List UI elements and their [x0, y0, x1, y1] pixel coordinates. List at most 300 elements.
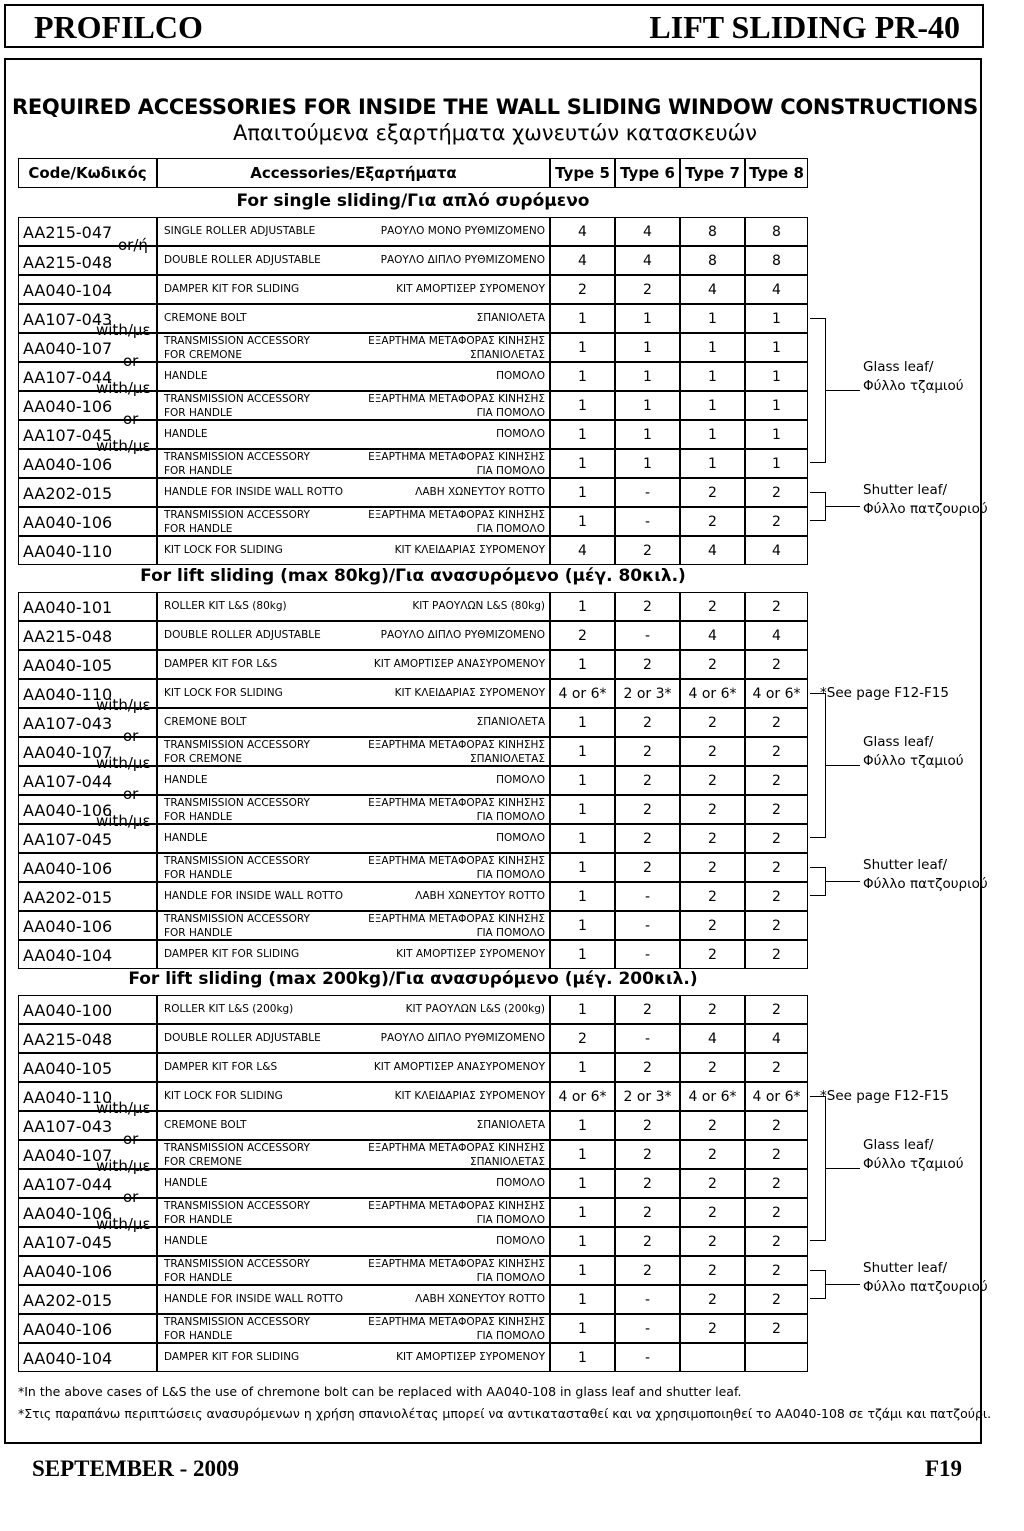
type-6-qty: 2 or 3* — [623, 686, 672, 702]
type-value-cell — [745, 1024, 808, 1053]
description-en: DAMPER KIT FOR L&S — [164, 658, 278, 670]
type-8-qty: 2 — [772, 744, 781, 760]
description-en-line2: FOR CREMONE — [164, 1156, 243, 1168]
description-en-line2: FOR HANDLE — [164, 811, 233, 823]
type-value-cell — [745, 911, 808, 940]
type-value-cell — [745, 766, 808, 795]
type-6-qty: 2 — [643, 1118, 652, 1134]
code-cell — [18, 275, 157, 304]
type-value-cell — [745, 391, 808, 420]
description-gr: ΠΟΜΟΛΟ — [496, 428, 545, 440]
type-value-cell — [745, 333, 808, 362]
code-cell — [18, 940, 157, 969]
type-5-qty: 1 — [578, 1321, 587, 1337]
description-en: TRANSMISSION ACCESSORY — [164, 451, 310, 463]
description-gr: ΚΙΤ ΡΑΟΥΛΩΝ L&S (200kg) — [405, 1003, 545, 1015]
type-7-qty: 2 — [708, 485, 717, 501]
type-value-cell — [745, 420, 808, 449]
item-code: AA040-106 — [23, 1204, 113, 1223]
item-code: AA040-110 — [23, 685, 113, 704]
type-8-qty: 2 — [772, 802, 781, 818]
type-value-cell — [615, 217, 680, 246]
description-gr: ΕΞΑΡΤΗΜΑ ΜΕΤΑΦΟΡΑΣ ΚΙΝΗΣΗΣ — [368, 1258, 545, 1270]
type-5-qty: 1 — [578, 485, 587, 501]
type-6-qty: 2 — [643, 802, 652, 818]
glass-leaf-label: Glass leaf/ — [863, 734, 934, 750]
type-value-cell — [680, 478, 745, 507]
description-cell — [157, 1082, 550, 1111]
type-6-qty: 2 — [643, 1234, 652, 1250]
type-8-qty: 2 — [772, 1002, 781, 1018]
description-gr: ΚΙΤ ΑΜΟΡΤΙΣΕΡ ΣΥΡΟΜΕΝΟΥ — [396, 283, 545, 295]
description-gr: ΛΑΒΗ ΧΩΝΕΥΤΟΥ ROTTO — [415, 486, 545, 498]
type-6-qty: 4 — [643, 224, 652, 240]
connector-label: with/με — [96, 379, 151, 397]
type-6-qty: 2 — [643, 715, 652, 731]
type-value-cell — [745, 650, 808, 679]
type-7-qty: 2 — [708, 1263, 717, 1279]
type-value-cell — [745, 275, 808, 304]
code-cell — [18, 478, 157, 507]
description-gr: ΠΟΜΟΛΟ — [496, 832, 545, 844]
type-8-qty: 1 — [772, 398, 781, 414]
item-code: AA107-045 — [23, 1233, 113, 1252]
shutter-leaf-label-gr: Φύλλο πατζουριού — [863, 1279, 988, 1295]
section-title: For single sliding/Για απλό συρόμενο — [236, 191, 590, 211]
description-en: HANDLE — [164, 832, 208, 844]
description-cell — [157, 995, 550, 1024]
see-page-note: *See page F12-F15 — [820, 685, 949, 701]
type-value-cell — [745, 853, 808, 882]
type-value-cell — [680, 853, 745, 882]
type-value-cell — [550, 1053, 615, 1082]
type-7-qty: 2 — [708, 1147, 717, 1163]
type-8-qty: 1 — [772, 369, 781, 385]
type-value-cell — [680, 940, 745, 969]
description-gr: ΡΑΟΥΛΟ ΔΙΠΛΟ ΡΥΘΜΙΖΟΜΕΝΟ — [380, 629, 545, 641]
type-6-qty: 2 — [643, 657, 652, 673]
type-value-cell — [615, 536, 680, 565]
item-code: AA107-043 — [23, 714, 113, 733]
type-value-cell — [550, 995, 615, 1024]
type-value-cell — [550, 478, 615, 507]
type-value-cell — [680, 1053, 745, 1082]
type-value-cell — [680, 1314, 745, 1343]
type-6-qty: 2 — [643, 831, 652, 847]
description-en: TRANSMISSION ACCESSORY — [164, 1316, 310, 1328]
page-number: F19 — [924, 1456, 962, 1481]
type-8-qty: 1 — [772, 427, 781, 443]
type-6-qty: 1 — [643, 369, 652, 385]
item-code: AA040-105 — [23, 656, 113, 675]
description-en: HANDLE FOR INSIDE WALL ROTTO — [164, 486, 344, 498]
type-value-cell — [550, 391, 615, 420]
description-en: TRANSMISSION ACCESSORY — [164, 509, 310, 521]
description-gr: ΠΟΜΟΛΟ — [496, 774, 545, 786]
connector-label: or — [123, 352, 139, 370]
type-value-cell — [615, 275, 680, 304]
type-8-qty: 4 or 6* — [752, 686, 801, 702]
type-value-cell — [550, 795, 615, 824]
description-en-line2: FOR HANDLE — [164, 1214, 233, 1226]
type-value-cell — [550, 679, 615, 708]
glass-leaf-bracket — [810, 693, 826, 838]
type-8-qty: 2 — [772, 1292, 781, 1308]
type-value-cell — [550, 737, 615, 766]
description-gr: ΕΞΑΡΤΗΜΑ ΜΕΤΑΦΟΡΑΣ ΚΙΝΗΣΗΣ — [368, 855, 545, 867]
type-6-qty: 1 — [643, 427, 652, 443]
description-cell — [157, 737, 550, 766]
description-en: DOUBLE ROLLER ADJUSTABLE — [164, 1032, 321, 1044]
connector-label: with/με — [96, 754, 151, 772]
type-6-qty: 2 — [643, 1176, 652, 1192]
description-gr-line2: ΓΙΑ ΠΟΜΟΛΟ — [476, 927, 545, 939]
description-cell — [157, 882, 550, 911]
type-value-cell — [615, 592, 680, 621]
type-value-cell — [615, 1169, 680, 1198]
description-cell — [157, 507, 550, 536]
description-en: ROLLER KIT L&S (80kg) — [164, 600, 287, 612]
type-value-cell — [680, 824, 745, 853]
type-value-cell — [550, 1314, 615, 1343]
connector-label: with/με — [96, 1157, 151, 1175]
type-value-cell — [680, 1285, 745, 1314]
item-code: AA040-106 — [23, 397, 113, 416]
type-5-qty: 1 — [578, 744, 587, 760]
type-7-qty: 1 — [708, 369, 717, 385]
type-8-qty: 1 — [772, 456, 781, 472]
type-value-cell — [615, 708, 680, 737]
type-8-qty: 2 — [772, 773, 781, 789]
type-value-cell — [680, 911, 745, 940]
type-6-qty: 4 — [643, 253, 652, 269]
connector-label: with/με — [96, 1215, 151, 1233]
description-gr: ΕΞΑΡΤΗΜΑ ΜΕΤΑΦΟΡΑΣ ΚΙΝΗΣΗΣ — [368, 913, 545, 925]
type-5-qty: 1 — [578, 1263, 587, 1279]
description-gr: ΡΑΟΥΛΟ ΔΙΠΛΟ ΡΥΘΜΙΖΟΜΕΝΟ — [380, 1032, 545, 1044]
description-en-line2: FOR HANDLE — [164, 407, 233, 419]
type-7-qty: 2 — [708, 1321, 717, 1337]
connector-label: or — [123, 1130, 139, 1148]
type-value-cell — [550, 333, 615, 362]
code-cell — [18, 507, 157, 536]
type-value-cell — [615, 1140, 680, 1169]
type-value-cell — [615, 507, 680, 536]
description-gr: ΚΙΤ ΡΑΟΥΛΩΝ L&S (80kg) — [412, 600, 545, 612]
type-6-qty: - — [644, 918, 651, 934]
type-6-qty: 2 — [643, 744, 652, 760]
type-5-qty: 1 — [578, 1205, 587, 1221]
table-row — [18, 1024, 808, 1053]
type-8-qty: 2 — [772, 599, 781, 615]
type-value-cell — [745, 795, 808, 824]
description-en-line2: FOR HANDLE — [164, 927, 233, 939]
description-en: KIT LOCK FOR SLIDING — [164, 1090, 283, 1102]
description-gr-line2: ΓΙΑ ΠΟΜΟΛΟ — [476, 407, 545, 419]
description-en: CREMONE BOLT — [164, 716, 247, 728]
description-en-line2: FOR HANDLE — [164, 523, 233, 535]
type-8-qty: 2 — [772, 831, 781, 847]
type-value-cell — [550, 1343, 615, 1372]
type-value-cell — [680, 737, 745, 766]
type-8-qty: 2 — [772, 1118, 781, 1134]
type-value-cell — [615, 882, 680, 911]
description-cell — [157, 536, 550, 565]
description-gr-line2: ΣΠΑΝΙΟΛΕΤΑΣ — [470, 753, 545, 765]
description-en: TRANSMISSION ACCESSORY — [164, 1142, 310, 1154]
item-code: AA202-015 — [23, 484, 113, 503]
type-value-cell — [550, 246, 615, 275]
type-value-cell — [680, 449, 745, 478]
description-cell — [157, 795, 550, 824]
type-5-qty: 1 — [578, 947, 587, 963]
type-value-cell — [745, 362, 808, 391]
description-en-line2: FOR CREMONE — [164, 349, 243, 361]
type-value-cell — [680, 1169, 745, 1198]
col-header-accessories: Accessories/Εξαρτήματα — [157, 158, 550, 188]
type-8-qty: 2 — [772, 657, 781, 673]
item-code: AA040-106 — [23, 917, 113, 936]
table-row — [18, 621, 808, 650]
table-row — [18, 911, 808, 940]
description-en: TRANSMISSION ACCESSORY — [164, 393, 310, 405]
type-7-qty: 4 — [708, 282, 717, 298]
table-row — [18, 995, 808, 1024]
type-value-cell — [680, 304, 745, 333]
type-value-cell — [745, 940, 808, 969]
shutter-leaf-bracket — [810, 492, 826, 521]
type-8-qty: 2 — [772, 715, 781, 731]
type-8-qty: 2 — [772, 1263, 781, 1279]
description-en: TRANSMISSION ACCESSORY — [164, 1258, 310, 1270]
type-5-qty: 1 — [578, 831, 587, 847]
code-cell — [18, 853, 157, 882]
shutter-leaf-label: Shutter leaf/ — [863, 482, 948, 498]
description-gr: ΕΞΑΡΤΗΜΑ ΜΕΤΑΦΟΡΑΣ ΚΙΝΗΣΗΣ — [368, 393, 545, 405]
description-cell — [157, 650, 550, 679]
type-5-qty: 1 — [578, 918, 587, 934]
type-value-cell — [615, 1082, 680, 1111]
table-row — [18, 882, 808, 911]
type-value-cell — [550, 650, 615, 679]
item-code: AA040-106 — [23, 513, 113, 532]
type-value-cell — [680, 507, 745, 536]
type-7-qty: 2 — [708, 1176, 717, 1192]
type-8-qty: 2 — [772, 1321, 781, 1337]
type-5-qty: 1 — [578, 1234, 587, 1250]
type-value-cell — [680, 650, 745, 679]
type-8-qty: 2 — [772, 947, 781, 963]
description-gr: ΛΑΒΗ ΧΩΝΕΥΤΟΥ ROTTO — [415, 890, 545, 902]
description-cell — [157, 621, 550, 650]
connector-label: or — [123, 785, 139, 803]
connector-label: with/με — [96, 321, 151, 339]
type-value-cell — [745, 1053, 808, 1082]
type-7-qty: 2 — [708, 599, 717, 615]
type-7-qty: 2 — [708, 1205, 717, 1221]
type-value-cell — [680, 592, 745, 621]
brand-name: PROFILCO — [34, 9, 203, 45]
item-code: AA107-045 — [23, 426, 113, 445]
code-cell — [18, 1314, 157, 1343]
item-code: AA215-048 — [23, 1030, 113, 1049]
type-value-cell — [550, 1227, 615, 1256]
type-value-cell — [680, 1343, 745, 1372]
description-en: TRANSMISSION ACCESSORY — [164, 1200, 310, 1212]
type-value-cell — [745, 536, 808, 565]
type-value-cell — [615, 246, 680, 275]
item-code: AA040-104 — [23, 1349, 113, 1368]
type-value-cell — [550, 449, 615, 478]
description-gr: ΕΞΑΡΤΗΜΑ ΜΕΤΑΦΟΡΑΣ ΚΙΝΗΣΗΣ — [368, 797, 545, 809]
description-en-line2: FOR HANDLE — [164, 869, 233, 881]
type-value-cell — [615, 679, 680, 708]
footnote-en: *In the above cases of L&S the use of chremone bolt can be replaced with AA040-108 in glass leaf and shutter leaf. — [18, 1384, 742, 1399]
glass-leaf-label-gr: Φύλλο τζαμιού — [863, 753, 964, 769]
description-cell — [157, 449, 550, 478]
description-gr: ΣΠΑΝΙΟΛΕΤΑ — [476, 1119, 545, 1131]
type-7-qty: 4 or 6* — [688, 1089, 737, 1105]
shutter-leaf-bracket — [810, 867, 826, 896]
section-title: For lift sliding (max 200kg)/Για ανασυρόμενο (μέγ. 200κιλ.) — [128, 969, 698, 989]
type-value-cell — [615, 911, 680, 940]
code-cell — [18, 536, 157, 565]
type-value-cell — [680, 1111, 745, 1140]
code-cell — [18, 1256, 157, 1285]
description-cell — [157, 853, 550, 882]
item-code: AA107-044 — [23, 1175, 113, 1194]
type-value-cell — [615, 333, 680, 362]
footnote-gr: *Στις παραπάνω περιπτώσεις ανασυρόμενων η χρήση σπανιολέτας μπορεί να αντικατασταθεί και να χρησιμοποιηθεί το AA040-108 σε τζάμι και πατζούρι. — [18, 1406, 992, 1421]
connector-label: with/με — [96, 1099, 151, 1117]
page-title: REQUIRED ACCESSORIES FOR INSIDE THE WALL SLIDING WINDOW CONSTRUCTIONS — [12, 95, 978, 119]
type-value-cell — [550, 536, 615, 565]
item-code: AA040-106 — [23, 1262, 113, 1281]
description-gr-line2: ΣΠΑΝΙΟΛΕΤΑΣ — [470, 349, 545, 361]
item-code: AA040-107 — [23, 743, 113, 762]
type-7-qty: 1 — [708, 398, 717, 414]
type-value-cell — [745, 478, 808, 507]
type-6-qty: 2 — [643, 773, 652, 789]
type-7-qty: 2 — [708, 715, 717, 731]
type-value-cell — [550, 1024, 615, 1053]
description-gr: ΚΙΤ ΑΜΟΡΤΙΣΕΡ ΑΝΑΣΥΡΟΜΕΝΟΥ — [373, 658, 545, 670]
description-cell — [157, 824, 550, 853]
item-code: AA040-101 — [23, 598, 113, 617]
description-en: ROLLER KIT L&S (200kg) — [164, 1003, 294, 1015]
description-en: TRANSMISSION ACCESSORY — [164, 335, 310, 347]
type-value-cell — [615, 1024, 680, 1053]
type-value-cell — [745, 679, 808, 708]
description-gr: ΕΞΑΡΤΗΜΑ ΜΕΤΑΦΟΡΑΣ ΚΙΝΗΣΗΣ — [368, 739, 545, 751]
description-cell — [157, 246, 550, 275]
item-code: AA215-047 — [23, 223, 113, 242]
type-value-cell — [615, 362, 680, 391]
type-value-cell — [745, 824, 808, 853]
table-row — [18, 507, 808, 536]
type-5-qty: 1 — [578, 1350, 587, 1366]
description-cell — [157, 592, 550, 621]
item-code: AA107-043 — [23, 310, 113, 329]
description-gr: ΕΞΑΡΤΗΜΑ ΜΕΤΑΦΟΡΑΣ ΚΙΝΗΣΗΣ — [368, 335, 545, 347]
type-value-cell — [615, 1256, 680, 1285]
item-code: AA040-106 — [23, 801, 113, 820]
bracket-tail — [826, 506, 860, 507]
table-row — [18, 592, 808, 621]
type-6-qty: 2 — [643, 1147, 652, 1163]
description-gr: ΚΙΤ ΑΜΟΡΤΙΣΕΡ ΑΝΑΣΥΡΟΜΕΝΟΥ — [373, 1061, 545, 1073]
type-value-cell — [550, 362, 615, 391]
type-7-qty: 2 — [708, 1118, 717, 1134]
type-value-cell — [745, 1256, 808, 1285]
table-row — [18, 1256, 808, 1285]
type-6-qty: 2 — [643, 1002, 652, 1018]
item-code: AA040-110 — [23, 1088, 113, 1107]
description-cell — [157, 1343, 550, 1372]
type-value-cell — [615, 795, 680, 824]
code-cell — [18, 995, 157, 1024]
type-value-cell — [745, 507, 808, 536]
type-7-qty: 2 — [708, 889, 717, 905]
description-gr: ΚΙΤ ΚΛΕΙΔΑΡΙΑΣ ΣΥΡΟΜΕΝΟΥ — [394, 544, 545, 556]
type-8-qty: 2 — [772, 514, 781, 530]
type-value-cell — [680, 995, 745, 1024]
connector-label: or — [123, 1188, 139, 1206]
type-8-qty: 2 — [772, 1060, 781, 1076]
type-7-qty: 4 or 6* — [688, 686, 737, 702]
type-5-qty: 4 — [578, 543, 587, 559]
type-value-cell — [550, 853, 615, 882]
type-value-cell — [615, 1343, 680, 1372]
description-gr: ΕΞΑΡΤΗΜΑ ΜΕΤΑΦΟΡΑΣ ΚΙΝΗΣΗΣ — [368, 509, 545, 521]
description-en-line2: FOR HANDLE — [164, 465, 233, 477]
type-value-cell — [615, 1111, 680, 1140]
type-value-cell — [680, 362, 745, 391]
type-8-qty: 2 — [772, 1176, 781, 1192]
item-code: AA040-107 — [23, 1146, 113, 1165]
type-8-qty: 4 — [772, 1031, 781, 1047]
type-value-cell — [615, 621, 680, 650]
description-en: DAMPER KIT FOR L&S — [164, 1061, 278, 1073]
bracket-tail — [826, 390, 860, 391]
type-value-cell — [615, 853, 680, 882]
glass-leaf-bracket — [810, 318, 826, 463]
code-cell — [18, 621, 157, 650]
item-code: AA040-107 — [23, 339, 113, 358]
description-gr: ΠΟΜΟΛΟ — [496, 1235, 545, 1247]
item-code: AA040-106 — [23, 455, 113, 474]
type-value-cell — [680, 217, 745, 246]
type-value-cell — [680, 275, 745, 304]
description-gr: ΚΙΤ ΚΛΕΙΔΑΡΙΑΣ ΣΥΡΟΜΕΝΟΥ — [394, 687, 545, 699]
description-gr: ΠΟΜΟΛΟ — [496, 1177, 545, 1189]
type-value-cell — [615, 391, 680, 420]
table-row — [18, 536, 808, 565]
type-6-qty: - — [644, 947, 651, 963]
description-en: TRANSMISSION ACCESSORY — [164, 739, 310, 751]
description-gr-line2: ΓΙΑ ΠΟΜΟΛΟ — [476, 523, 545, 535]
type-5-qty: 1 — [578, 369, 587, 385]
description-gr: ΡΑΟΥΛΟ ΔΙΠΛΟ ΡΥΘΜΙΖΟΜΕΝΟ — [380, 254, 545, 266]
type-5-qty: 1 — [578, 311, 587, 327]
description-gr-line2: ΓΙΑ ΠΟΜΟΛΟ — [476, 465, 545, 477]
col-header-type5: Type 5 — [550, 158, 615, 188]
description-cell — [157, 1140, 550, 1169]
type-value-cell — [550, 766, 615, 795]
description-en-line2: FOR CREMONE — [164, 753, 243, 765]
type-value-cell — [615, 1227, 680, 1256]
description-cell — [157, 391, 550, 420]
